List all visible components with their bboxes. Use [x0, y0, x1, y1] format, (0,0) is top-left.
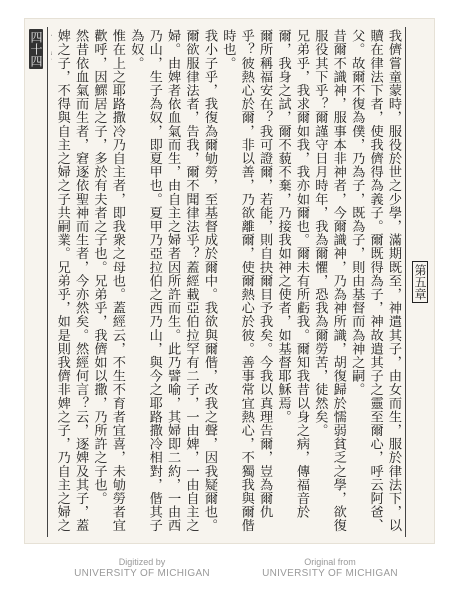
paragraph: 爾所稱福安在？我可證爾，若能，則自抉爾目予我矣。今我以真理告爾，豈為爾仇乎？彼熱心於爾，非以善，乃欲離爾，使爾熱心於彼。善事常宜熱心，不獨我與爾偕時也。	[220, 29, 273, 533]
paragraph: 然昔依血氣而生者，窘逐依聖神而生者，今亦然矣。然經何言？云，逐婢及其子，蓋婢之子，不得與自主之婦之子共嗣業。兄弟乎，如是則我儕非婢之子，乃自主之婦之	[54, 29, 89, 533]
paragraph: 我小子乎，我復為爾劬勞，至基督成於爾中。我欲與爾偕，改我之聲，因我疑爾也。	[201, 29, 217, 533]
left-border-rule	[47, 27, 48, 537]
paragraph: 爾欲服律法者，告我，爾不聞律法乎？蓋經載亞伯拉罕有二子，一由婢，一由自主之婦。由婢者依血氣而生，由自主之婦者因所許而生。此乃譬喻，其婦即二約，一由西乃山，生子為奴，即夏甲也。夏甲乃亞拉伯之西乃山，與今之耶路撒冷相對，偕其子為奴。	[128, 29, 199, 533]
page-header	[408, 29, 428, 535]
paragraph: 惟在上之耶路撒冷乃自主者，即我衆之母也。蓋經云，不生不育者宜喜，未劬勞者宜歡呼，因鰥居之子，多於有夫者之子也。兄弟乎，我儕如以撒，乃所許之子也。	[91, 29, 125, 533]
digitized-by-institution: UNIVERSITY OF MICHIGAN	[74, 568, 210, 579]
original-from-label: Original from	[304, 557, 356, 567]
folio	[27, 29, 45, 139]
body-text	[51, 29, 402, 535]
chapter-label: 第五章	[412, 261, 428, 303]
paragraph: 我儕嘗童蒙時，服役於世之少學，滿期既至，神遣其子，由女而生，服於律法下，以贖在律法下者，使我儕得為義子。爾既得為子，神故遣其子之靈至爾心，呼云阿爸、父。故爾不復為僕，乃為子，既為子，則由基督而為神之嗣。	[349, 29, 401, 533]
right-border-rule	[405, 27, 406, 537]
digitized-by-attribution	[42, 556, 242, 580]
original-from-attribution	[230, 556, 430, 580]
scanned-page	[24, 18, 435, 544]
original-from-institution: UNIVERSITY OF MICHIGAN	[262, 568, 398, 579]
folio-number: 四十四	[29, 31, 43, 67]
paragraph: 兄弟乎，我求爾如我，我亦如爾也。爾未有所虧我。爾知我昔以身之病，傳福音於爾，我身之試，爾不藐不棄，乃接我如神之使者，如基督耶穌焉。	[275, 29, 309, 519]
paragraph: 昔爾不識神，服事本非神者，今爾識神，乃為神所識，胡復歸於懦弱貧乏之學，欲復服役其下乎？爾謹守日月時年，我為爾懼，恐我為爾勞苦，徒然矣。	[312, 29, 346, 533]
digitized-by-label: Digitized by	[118, 557, 166, 567]
